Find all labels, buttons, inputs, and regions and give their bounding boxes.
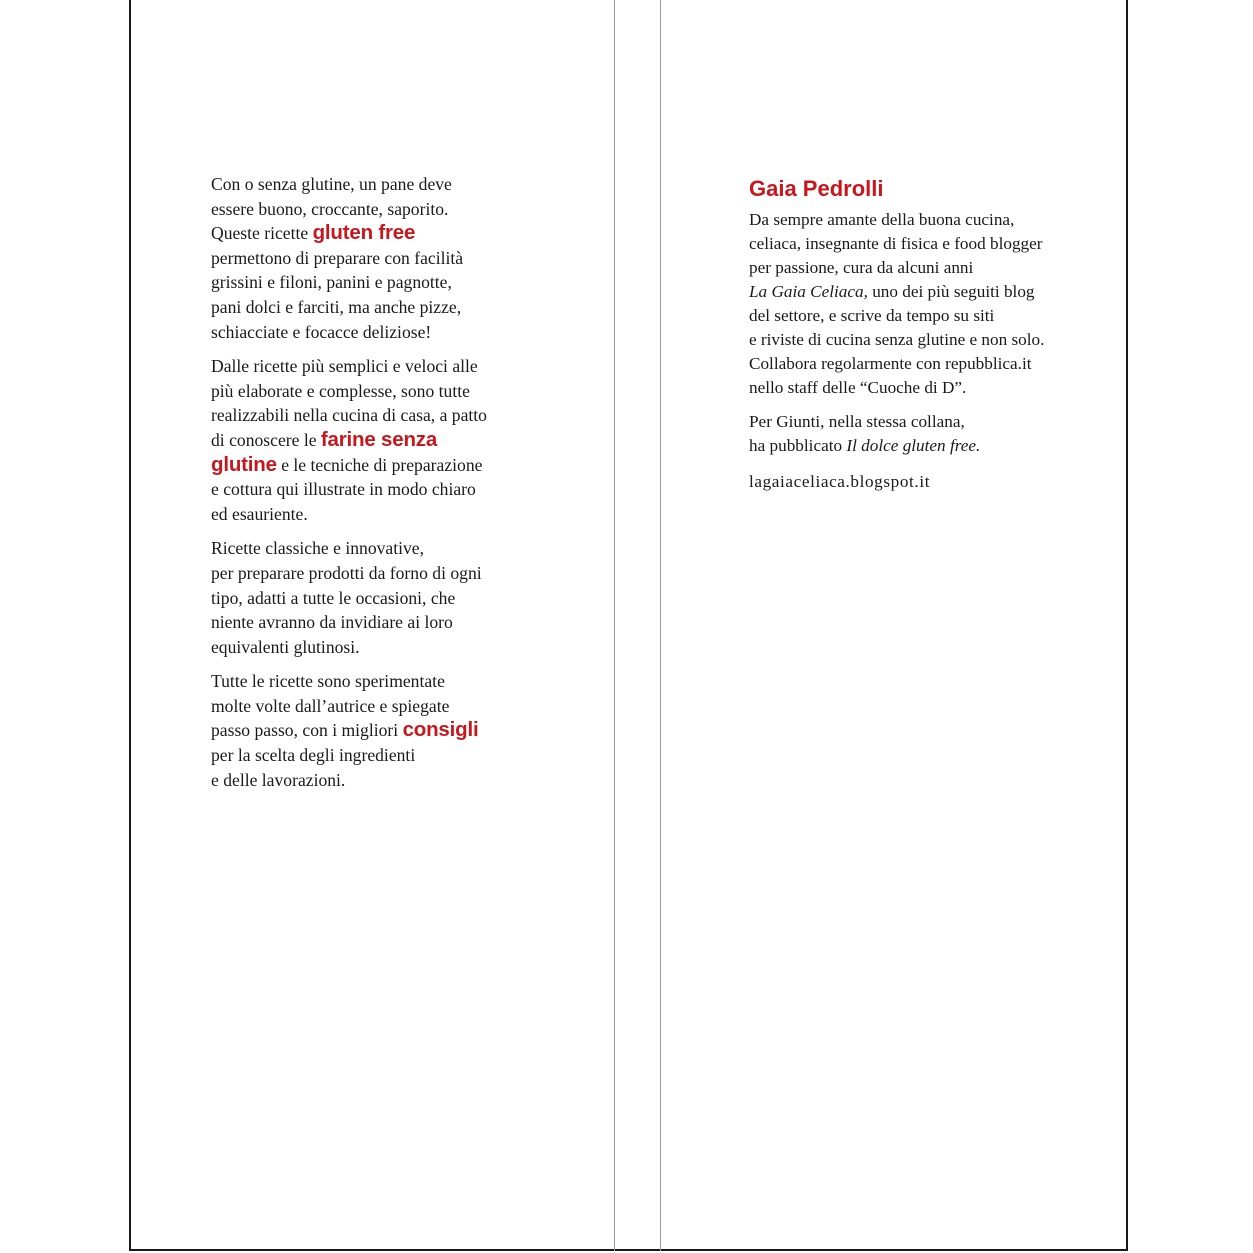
book-title: Il dolce gluten free. <box>846 436 981 455</box>
text-fragment: Queste ricette <box>211 223 313 244</box>
text-line: Per Giunti, nella stessa collana, <box>749 412 965 431</box>
blog-url: lagaiaceliaca.blogspot.it <box>749 472 931 491</box>
text-line: Da sempre amante della buona cucina, <box>749 210 1015 229</box>
text-line: Tutte le ricette sono sperimentate <box>211 671 445 692</box>
fold-line-left <box>614 0 615 1251</box>
text-line: più elaborate e complesse, sono tutte <box>211 380 470 401</box>
text-line: tipo, adatti a tutte le occasioni, che <box>211 587 456 608</box>
blurb-paragraph-4 <box>211 669 531 792</box>
text-line: per preparare prodotti da forno di ogni <box>211 562 482 583</box>
text-line: molte volte dall’autrice e spiegate <box>211 695 450 716</box>
text-fragment: di conoscere le <box>211 429 321 450</box>
blurb-paragraph-1 <box>211 172 531 344</box>
blurb-paragraph-2 <box>211 354 531 526</box>
text-line: equivalenti glutinosi. <box>211 636 360 657</box>
text-line: schiacciate e focacce deliziose! <box>211 321 432 342</box>
text-line: e cottura qui illustrate in modo chiaro <box>211 479 476 500</box>
text-line: del settore, e scrive da tempo su siti <box>749 306 995 325</box>
text-line <box>211 453 531 478</box>
text-line: Ricette classiche e innovative, <box>211 538 424 559</box>
text-line: essere buono, croccante, saporito. <box>211 198 449 219</box>
author-bio <box>749 208 1079 400</box>
text-line: pani dolci e farciti, ma anche pizze, <box>211 296 462 317</box>
fold-line-right <box>660 0 661 1251</box>
text-fragment: passo passo, con i migliori <box>211 720 403 741</box>
text-line: Collabora regolarmente con repubblica.it <box>749 354 1032 373</box>
blurb-paragraph-3 <box>211 536 531 659</box>
author-name: Gaia Pedrolli <box>749 176 884 201</box>
text-line <box>211 718 531 743</box>
text-line: per passione, cura da alcuni anni <box>749 258 974 277</box>
blog-title: La Gaia Celiaca, <box>749 282 868 301</box>
text-line: nello staff delle “Cuoche di D”. <box>749 378 967 397</box>
text-line: Dalle ricette più semplici e veloci alle <box>211 356 478 377</box>
text-line: celiaca, insegnante di fisica e food blogger <box>749 234 1043 253</box>
highlight-consigli: consigli <box>402 718 479 742</box>
text-line: niente avranno da invidiare ai loro <box>211 612 453 633</box>
text-line: e riviste di cucina senza glutine e non solo. <box>749 330 1045 349</box>
text-line <box>749 280 1079 304</box>
text-line: ed esauriente. <box>211 503 308 524</box>
text-line <box>211 428 531 453</box>
other-book-note <box>749 410 1079 458</box>
text-line: permettono di preparare con facilità <box>211 247 464 268</box>
author-flap <box>749 174 1079 504</box>
text-line <box>211 221 531 246</box>
text-line: e delle lavorazioni. <box>211 769 346 790</box>
text-fragment: uno dei più seguiti blog <box>867 282 1035 301</box>
highlight-glutine: glutine <box>211 452 277 476</box>
text-line: grissini e filoni, panini e pagnotte, <box>211 272 452 293</box>
text-line: per la scelta degli ingredienti <box>211 745 416 766</box>
text-fragment: e le tecniche di preparazione <box>276 454 483 475</box>
text-line: realizzabili nella cucina di casa, a patto <box>211 405 487 426</box>
highlight-farine-senza: farine senza <box>320 427 438 451</box>
text-line <box>749 434 1079 458</box>
text-fragment: ha pubblicato <box>749 436 847 455</box>
highlight-gluten-free: gluten free <box>312 221 416 245</box>
back-cover-blurb <box>211 172 531 802</box>
text-line: Con o senza glutine, un pane deve <box>211 174 452 194</box>
